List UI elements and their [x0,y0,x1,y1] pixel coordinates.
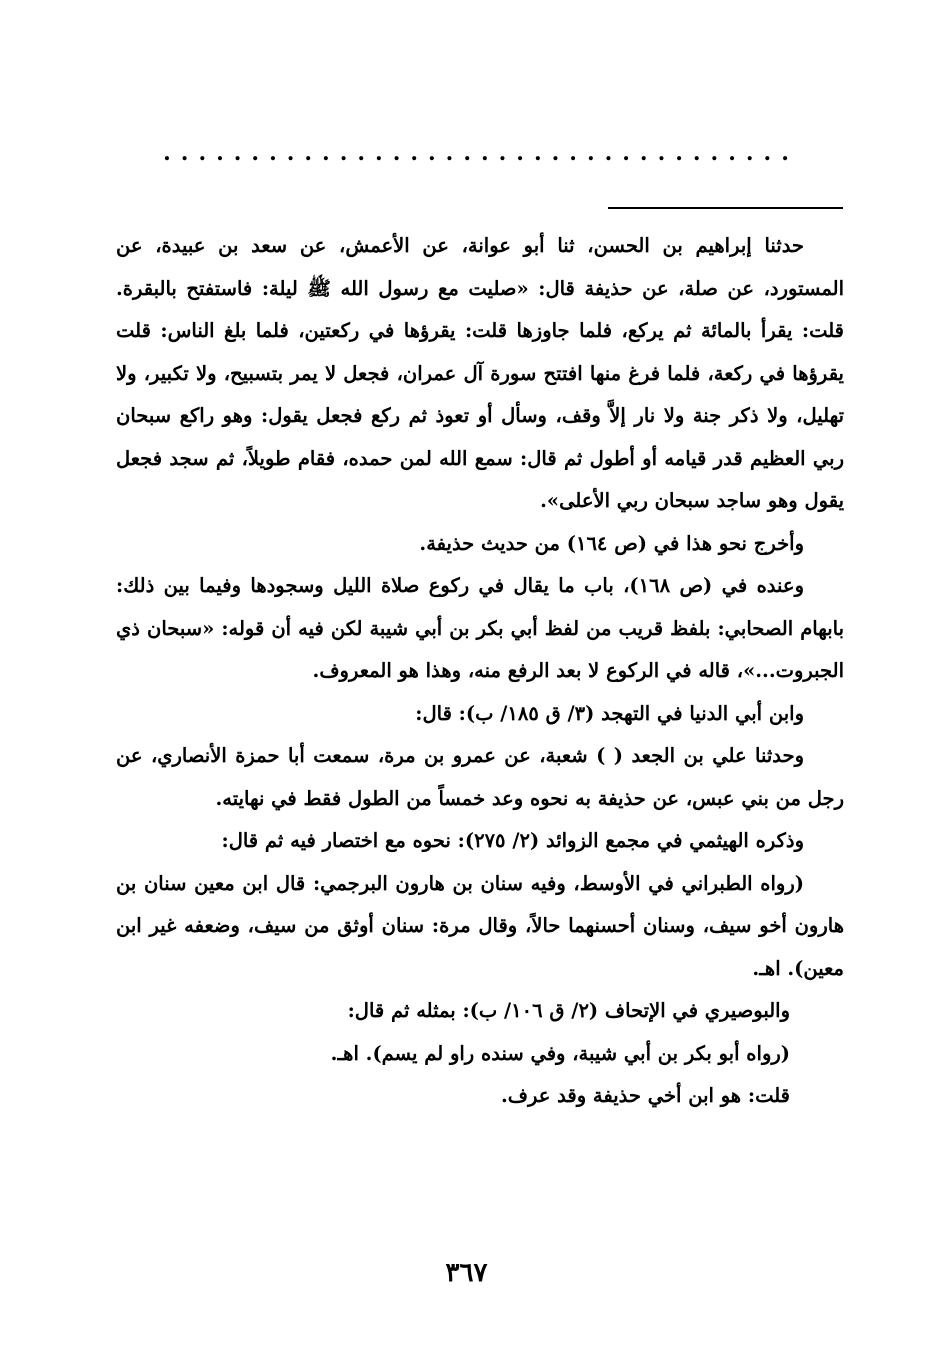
paragraph-conclusion: قلت: هو ابن أخي حذيفة وقد عرف. [500,1084,790,1107]
paragraph-busiri-quote: (رواه أبو بكر بن أبي شيبة، وفي سنده راو لم يسم). اهـ. [330,1041,790,1065]
paragraph-ibn-abi-dunya: وابن أبي الدنيا في التهجد (٣/ ق ١٨٥/ ب): قال: [415,701,804,725]
paragraph-page-168: وعنده في (ص ١٦٨)، باب ما يقال في ركوع صلاة الليل وسجودها وفيما بين ذلك: بابهام الصحابي: بلفظ قريب من لفظ أبي بكر بن أبي شيبة لكن فيه أن قوله: «سبحان ذي الجبروت...»، قاله في الركوع لا بعد الرفع منه، وهذا هو المعروف. [116,574,844,682]
paragraph-haythami: وذكره الهيثمي في مجمع الزوائد (٢/ ٢٧٥): نحوه مع اختصار فيه ثم قال: [221,829,804,852]
paragraph-hadith: حدثنا إبراهيم بن الحسن، ثنا أبو عوانة، عن الأعمش، عن سعد بن عبيدة، عن المستورد، عن صلة، عن حذيفة قال: «صليت مع رسول الله ﷺ ليلة: فاستفتح بالبقرة. قلت: يقرأ بالمائة ثم يركع، فلما جاوزها قلت: يقرؤها في ركعتين، فلما بلغ الناس: قلت يقرؤها في ركعة، فلما فرغ منها افتتح سورة آل عمران، فجعل لا يمر بتسبيح، ولا تكبير، ولا تهليل، ولا ذكر جنة ولا نار إلاَّ وقف، وسأل أو تعوذ ثم ركع فجعل يقول: وهو راكع سبحان ربي العظيم قدر قيامه أو أطول ثم قال: سمع الله لمن حمده، فقام طويلاً، ثم سجد فجعل يقول وهو ساجد سبحان ربي الأعلى». [116,234,844,512]
dotted-separator: .................................... [163,140,799,166]
footnote-rule [608,207,843,209]
paragraph-tabarani-quote: (رواه الطبراني في الأوسط، وفيه سنان بن هارون البرجمي: قال ابن معين سنان بن هارون أخو سيف، وسنان أحسنهما حالاً، وقال مرة: سنان أوثق من سيف، وضعفه غير ابن معين). اهـ. [116,871,844,980]
main-text [116,225,844,1118]
paragraph-ali-ibn-jad: وحدثنا علي بن الجعد ( ) شعبة، عن عمرو بن مرة، سمعت أبا حمزة الأنصاري، عن رجل من بني عبس، عن حذيفة به نحوه وعد خمساً من الطول فقط في نهايته. [116,744,844,810]
paragraph-busiri: والبوصيري في الإتحاف (٢/ ق ١٠٦/ ب): بمثله ثم قال: [347,999,790,1022]
page-number: ٣٦٧ [445,1258,488,1288]
paragraph-hudhayfa-164: وأخرج نحو هذا في (ص ١٦٤) من حديث حذيفة. [419,531,804,555]
